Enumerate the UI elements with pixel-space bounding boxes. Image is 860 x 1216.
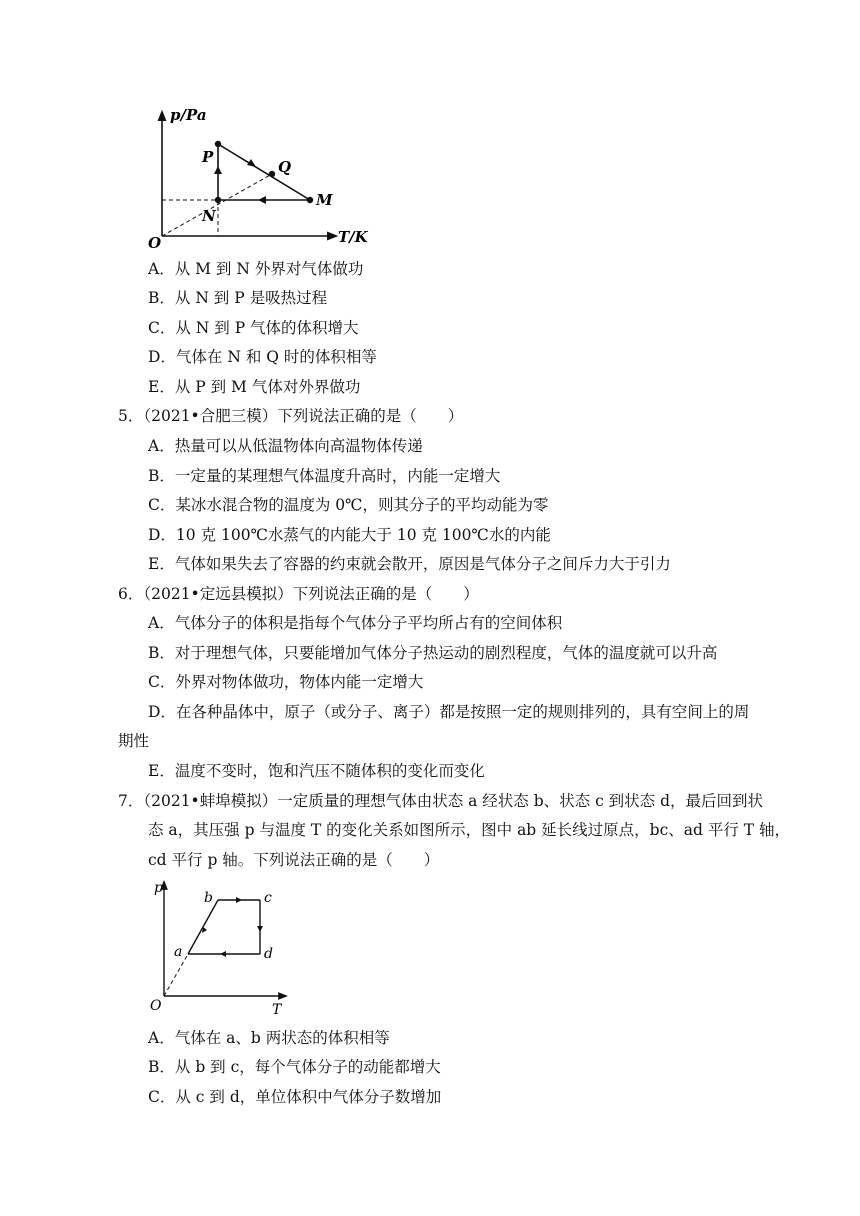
pt-diagram-1 [140,104,380,250]
q7-stem-line-2: 态 a，其压强 p 与温度 T 的变化关系如图所示，图中 ab 延长线过原点，bc、ad 平行 T 轴， [148,821,791,839]
label-a: a [174,944,183,960]
point-Q [269,171,275,177]
label-P: P [202,148,214,166]
label-N: N [202,207,216,225]
q7-option-c: C．从 c 到 d，单位体积中气体分子数增加 [148,1088,442,1106]
q6-option-b: B．对于理想气体，只要能增加气体分子热运动的剧烈程度，气体的温度就可以升高 [148,644,718,662]
q5-option-b: B．一定量的某理想气体温度升高时，内能一定增大 [148,467,501,485]
q4-option-e: E．从 P 到 M 气体对外界做功 [148,378,361,396]
q5-option-e: E．气体如果失去了容器的约束就会散开，原因是气体分子之间斥力大于引力 [148,555,671,573]
q5-stem: 5．（2021•合肥三模）下列说法正确的是（ ） [118,407,464,425]
label-Q: Q [278,158,292,176]
origin-label: O [150,998,162,1014]
q7-option-a: A．气体在 a、b 两状态的体积相等 [148,1029,390,1047]
q4-option-c: C．从 N 到 P 气体的体积增大 [148,319,359,337]
q6-option-e: E．温度不变时，饱和汽压不随体积的变化而变化 [148,762,485,780]
q4-option-d: D．气体在 N 和 Q 时的体积相等 [148,348,377,366]
label-c: c [264,890,272,906]
q6-option-d: D．在各种晶体中，原子（或分子、离子）都是按照一定的规则排列的，具有空间上的周 [148,703,750,721]
q5-option-a: A．热量可以从低温物体向高温物体传递 [148,437,423,455]
pt-diagram-2 [140,872,310,1022]
point-M [307,197,313,203]
x-axis-label: T [272,1002,282,1018]
y-axis-label: p/Pa [170,106,207,124]
q7-option-b: B．从 b 到 c，每个气体分子的动能都增大 [148,1058,441,1076]
q4-option-a: A．从 M 到 N 外界对气体做功 [148,260,364,278]
y-axis-label: p [154,880,163,896]
q6-stem: 6．（2021•定远县模拟）下列说法正确的是（ ） [118,585,479,603]
label-d: d [264,946,273,962]
point-N [215,197,221,203]
q5-option-c: C．某冰水混合物的温度为 0℃，则其分子的平均动能为零 [148,496,549,514]
q6-option-a: A．气体分子的体积是指每个气体分子平均所占有的空间体积 [148,614,563,632]
origin-label: O [148,234,162,250]
q7-stem-line-1: 7．（2021•蚌埠模拟）一定质量的理想气体由状态 a 经状态 b、状态 c 到状态 d，最后回到状 [118,792,764,810]
q6-option-c: C．外界对物体做功，物体内能一定增大 [148,673,424,691]
q7-stem-line-3: cd 平行 p 轴。下列说法正确的是（ ） [148,851,440,869]
q4-option-b: B．从 N 到 P 是吸热过程 [148,289,328,307]
label-M: M [316,191,333,209]
label-b: b [204,890,213,906]
x-axis-label: T/K [338,228,368,246]
point-P [215,141,221,147]
q5-option-d: D．10 克 100℃水蒸气的内能大于 10 克 100℃水的内能 [148,526,551,544]
q6-option-d-continued: 期性 [118,732,150,750]
